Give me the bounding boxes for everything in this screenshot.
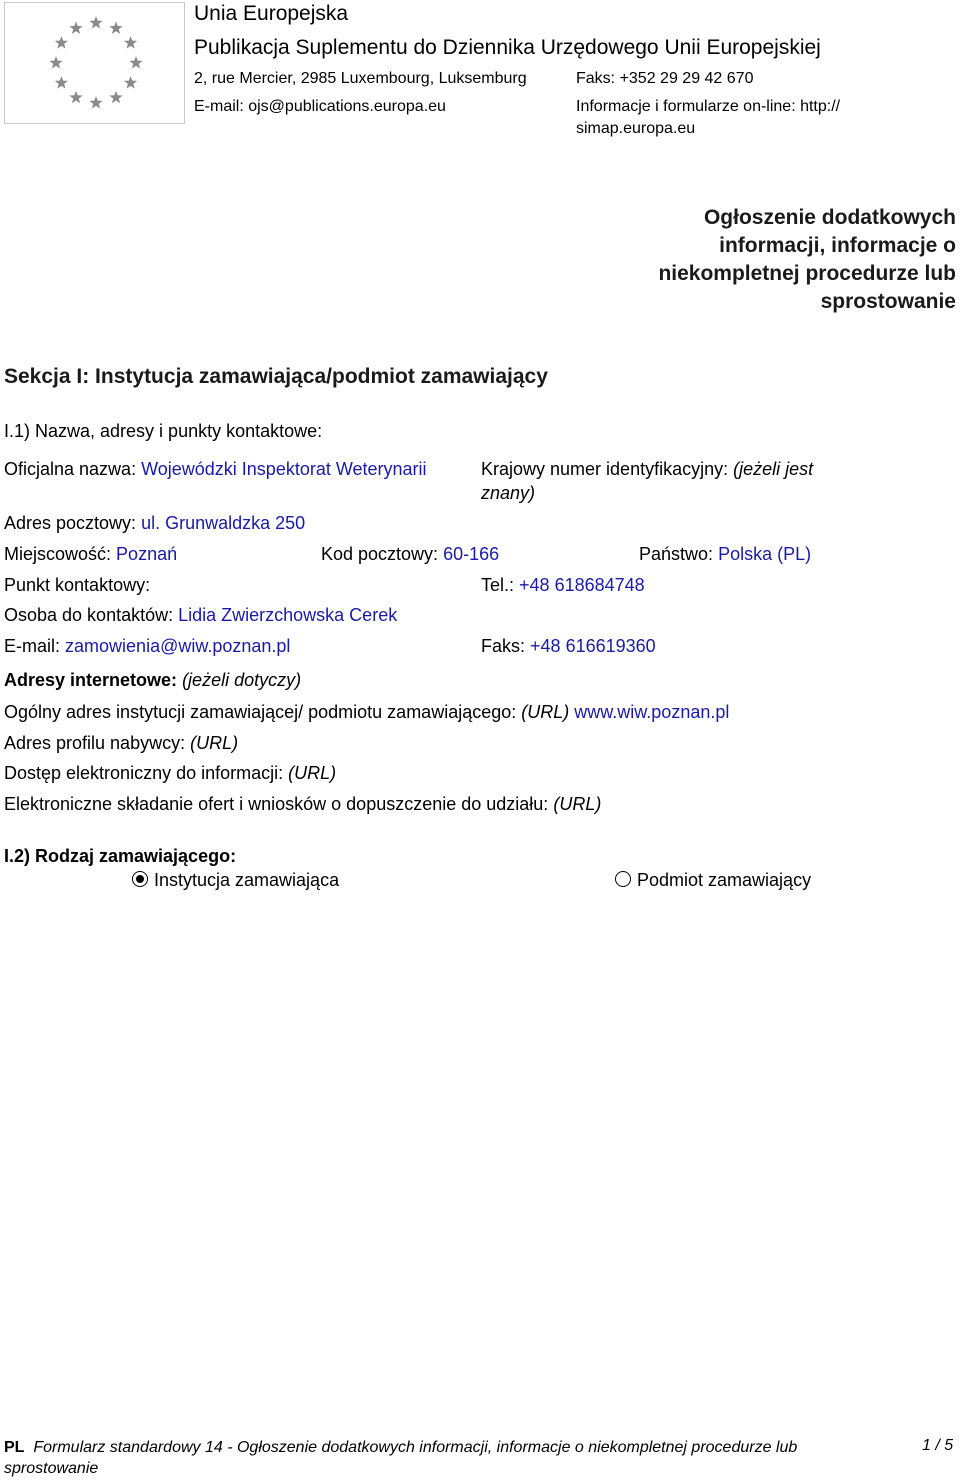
star-icon [55, 76, 68, 89]
postcode-value: 60-166 [443, 544, 500, 564]
header-address: 2, rue Mercier, 2985 Luxembourg, Luksemburg [194, 70, 527, 87]
radio-label: Instytucja zamawiająca [154, 870, 340, 890]
page-footer [4, 1437, 874, 1479]
url-tag: (URL) [190, 733, 239, 753]
person-row [4, 605, 397, 626]
header-fax: Faks: +352 29 29 42 670 [576, 70, 754, 87]
country-label: Państwo: [639, 544, 714, 564]
country-value: Polska (PL) [718, 544, 812, 564]
official-name-value: Wojewódzki Inspektorat Weterynarii [141, 459, 427, 479]
document-title-line: sprostowanie [820, 290, 956, 313]
fax-label: Faks: [481, 636, 526, 656]
star-icon [69, 91, 82, 104]
radio-label: Podmiot zamawiający [637, 870, 812, 890]
tel-label: Tel.: [481, 575, 515, 595]
url-tag: (URL) [288, 763, 337, 783]
electronic-submission-label: Elektroniczne składanie ofert i wniosków o dopuszczenie do udziału: [4, 794, 549, 814]
eu-flag-logo [4, 2, 185, 124]
official-name-label: Oficjalna nazwa: [4, 459, 137, 479]
email-label: E-mail: [4, 636, 61, 656]
header-info-line2: simap.europa.eu [576, 120, 696, 137]
document-title [576, 204, 956, 316]
tel-row [481, 575, 645, 596]
subsection-heading: I.1) Nazwa, adresy i punkty kontaktowe: [4, 421, 323, 441]
city-label: Miejscowość: [4, 544, 112, 564]
email-row [4, 636, 290, 657]
buyer-profile-label: Adres profilu nabywcy: [4, 733, 186, 753]
person-label: Osoba do kontaktów: [4, 605, 174, 625]
email-value: zamowienia@wiw.poznan.pl [65, 636, 291, 656]
url-tag: (URL) [521, 702, 570, 722]
radio-option-contracting-entity[interactable] [615, 870, 811, 891]
footer-lang: PL [4, 1439, 25, 1456]
postcode-label: Kod pocztowy: [321, 544, 439, 564]
star-icon [69, 21, 82, 34]
general-address-value: www.wiw.poznan.pl [574, 702, 730, 722]
national-id-note: (jeżeli jest [733, 459, 814, 479]
star-icon [129, 56, 142, 69]
national-id-label: Krajowy numer identyfikacyjny: [481, 459, 729, 479]
tel-value: +48 618684748 [519, 575, 645, 595]
buyer-profile-row [4, 733, 238, 754]
person-value: Lidia Zwierzchowska Cerek [178, 605, 398, 625]
fax-row [481, 636, 656, 657]
star-icon [89, 16, 102, 29]
star-icon [55, 36, 68, 49]
header-info-line1: Informacje i formularze on-line: http:// [576, 98, 841, 115]
postal-value: ul. Grunwaldzka 250 [141, 513, 306, 533]
postal-label: Adres pocztowy: [4, 513, 137, 533]
national-id-row [481, 459, 813, 480]
star-icon [89, 96, 102, 109]
general-address-label: Ogólny adres instytucji zamawiającej/ podmiotu zamawiającego: [4, 702, 517, 722]
internet-row [4, 670, 301, 691]
postal-row [4, 513, 305, 534]
electronic-access-row [4, 763, 336, 784]
section-heading: Sekcja I: Instytucja zamawiająca/podmiot zamawiający [4, 365, 548, 388]
radio-unselected-icon[interactable] [615, 871, 631, 887]
internet-note: (jeżeli dotyczy) [182, 670, 302, 690]
footer-page-number: 1 / 5 [922, 1437, 954, 1454]
postcode-row [321, 544, 499, 565]
footer-form-name-cont: sprostowanie [4, 1460, 99, 1477]
footer-form-name: Formularz standardowy 14 - Ogłoszenie dodatkowych informacji, informacje o niekompletnej procedurze lub [33, 1439, 798, 1456]
official-name-row [4, 459, 427, 480]
country-row [639, 544, 811, 565]
internet-label: Adresy internetowe: [4, 670, 178, 690]
radio-selected-icon[interactable] [132, 871, 148, 887]
document-title-line: Ogłoszenie dodatkowych [703, 206, 956, 229]
eu-stars-icon [5, 3, 184, 123]
star-icon [124, 76, 137, 89]
url-tag: (URL) [553, 794, 602, 814]
document-title-line: niekompletnej procedurze lub [658, 262, 956, 285]
fax-value: +48 616619360 [530, 636, 656, 656]
contact-point-label: Punkt kontaktowy: [4, 575, 151, 595]
star-icon [124, 36, 137, 49]
document-title-line: informacji, informacje o [719, 234, 956, 257]
general-address-row [4, 702, 729, 723]
national-id-note-cont: znany) [481, 483, 536, 503]
star-icon [49, 56, 62, 69]
electronic-submission-row [4, 794, 601, 815]
header-email: E-mail: ojs@publications.europa.eu [194, 98, 446, 115]
subsection-heading: I.2) Rodzaj zamawiającego: [4, 846, 237, 866]
city-value: Poznań [116, 544, 178, 564]
star-icon [109, 21, 122, 34]
header-org: Unia Europejska [194, 2, 349, 25]
radio-option-contracting-authority[interactable] [132, 870, 339, 891]
city-row [4, 544, 177, 565]
electronic-access-label: Dostęp elektroniczny do informacji: [4, 763, 284, 783]
header-publication: Publikacja Suplementu do Dziennika Urzędowego Unii Europejskiej [194, 36, 821, 59]
star-icon [109, 91, 122, 104]
